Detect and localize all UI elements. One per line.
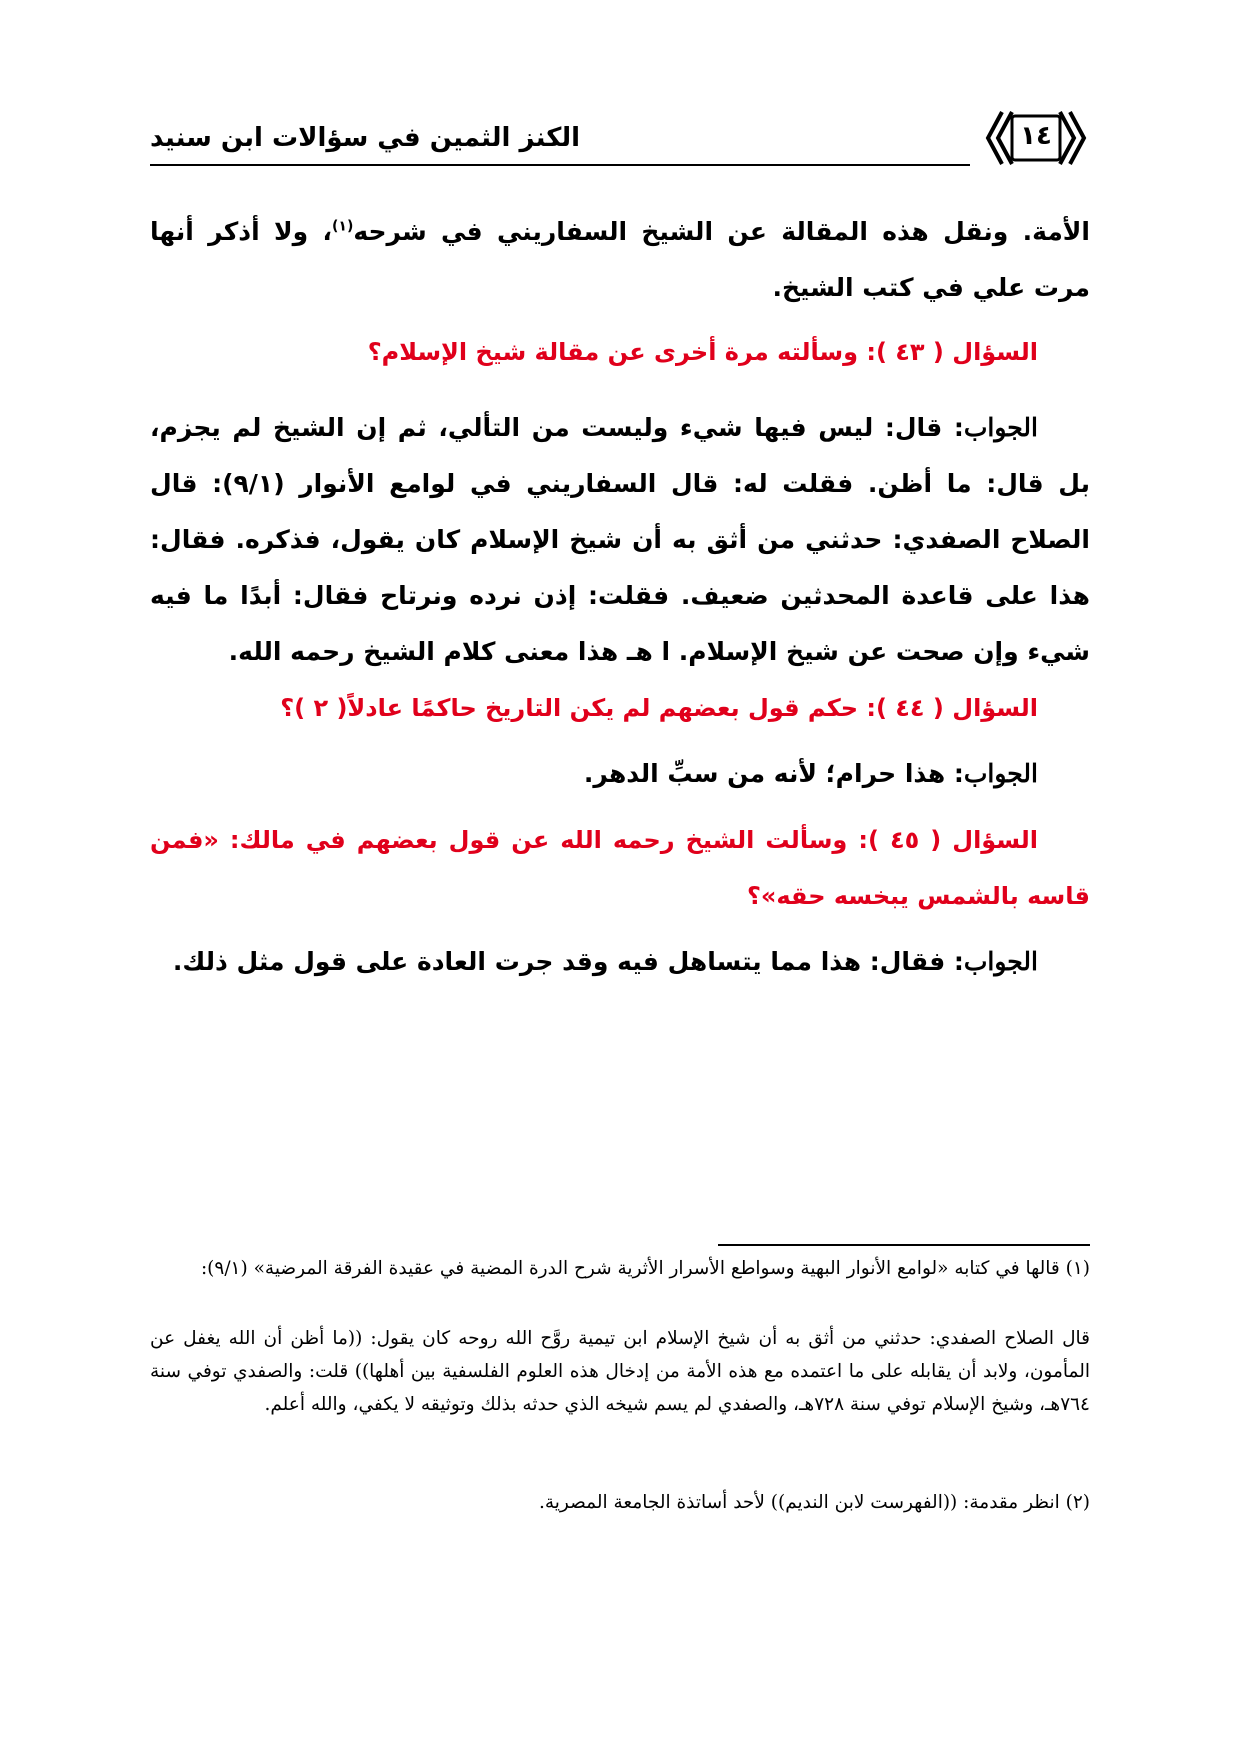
answer-text: : قال: ليس فيها شيء وليست من التألي، ثم إن الشيخ لم يجزم، بل قال: ما أظن. فقلت له: قال السفاريني في لوامع الأنوار (٩/١): قال الصلاح الصفدي: حدثني من أثق به أن شيخ الإسلام كان يقول، فذكره. فقال: هذا على قاعدة المحدثين ضعيف. فقلت: إذن نرده ونرتاح فقال: أبدًا ما فيه شيء وإن صحت عن شيخ الإسلام. ا هـ هذا معنى كلام الشيخ رحمه الله. [150,413,1090,666]
page-number-frame [982,108,1090,168]
answer-text: : هذا حرام؛ لأنه من سبِّ الدهر. [583,759,964,788]
answer-43 [150,400,1090,680]
footnote-2 [150,1486,1090,1519]
footnote-text: (١) قالها في كتابه «لوامع الأنوار البهية وسواطع الأسرار الأثرية شرح الدرة المضية في عقيدة الفرقة المرضية» (٩/١): [200,1258,1090,1279]
question-text: السؤال ( ٤٤ ): حكم قول بعضهم لم يكن التاريخ حاكمًا عادلاً( ٢ )؟ [280,694,1038,722]
paragraph-text: الأمة. ونقل هذه المقالة عن الشيخ السفاريني في شرحه [353,217,1090,246]
footnote-divider [718,1244,1090,1246]
book-title: الكنز الثمين في سؤالات ابن سنيد [150,123,581,153]
footnote-1-quote [150,1322,1090,1421]
footnote-text: (٢) انظر مقدمة: ((الفهرست لابن النديم)) لأحد أساتذة الجامعة المصرية. [538,1492,1090,1513]
paragraph-continuation [150,204,1090,316]
header-divider [150,164,970,166]
footnote-text: قال الصلاح الصفدي: حدثني من أثق به أن شيخ الإسلام ابن تيمية روَّح الله روحه كان يقول: ((ما أظن أن الله يغفل عن المأمون، ولابد أن يقابله على ما اعتمده مع هذه الأمة من إدخال هذه العلوم الفلسفية بين أهلها)) قلت: والصفدي توفي سنة ٧٦٤هـ، وشيخ الإسلام توفي سنة ٧٢٨هـ، والصفدي لم يسم شيخه الذي حدثه بذلك وتوثيقه لا يكفي، والله أعلم. [150,1328,1090,1415]
paragraph-text: ، ولا أذكر أنها مرت علي في كتب الشيخ. [150,217,1090,302]
question-45 [150,812,1090,924]
page [150,0,1090,1754]
answer-label: الجواب [963,759,1038,788]
answer-45 [150,934,1090,990]
question-text: السؤال ( ٤٥ ): وسألت الشيخ رحمه الله عن قول بعضهم في مالك: «فمن قاسه بالشمس يبخسه حقه»؟ [150,826,1090,910]
answer-label: الجواب [963,947,1038,976]
footnote-1 [150,1252,1090,1285]
page-header [150,108,1090,168]
answer-44 [150,746,1090,802]
page-number: ١٤ [1020,121,1052,151]
answer-text: : فقال: هذا مما يتساهل فيه وقد جرت العادة على قول مثل ذلك. [172,947,964,976]
footnote-ref-1[interactable]: (١) [332,218,354,235]
question-43 [150,324,1090,380]
question-text: السؤال ( ٤٣ ): وسألته مرة أخرى عن مقالة شيخ الإسلام؟ [367,338,1038,366]
answer-label: الجواب [963,413,1038,442]
question-44 [150,680,1090,736]
